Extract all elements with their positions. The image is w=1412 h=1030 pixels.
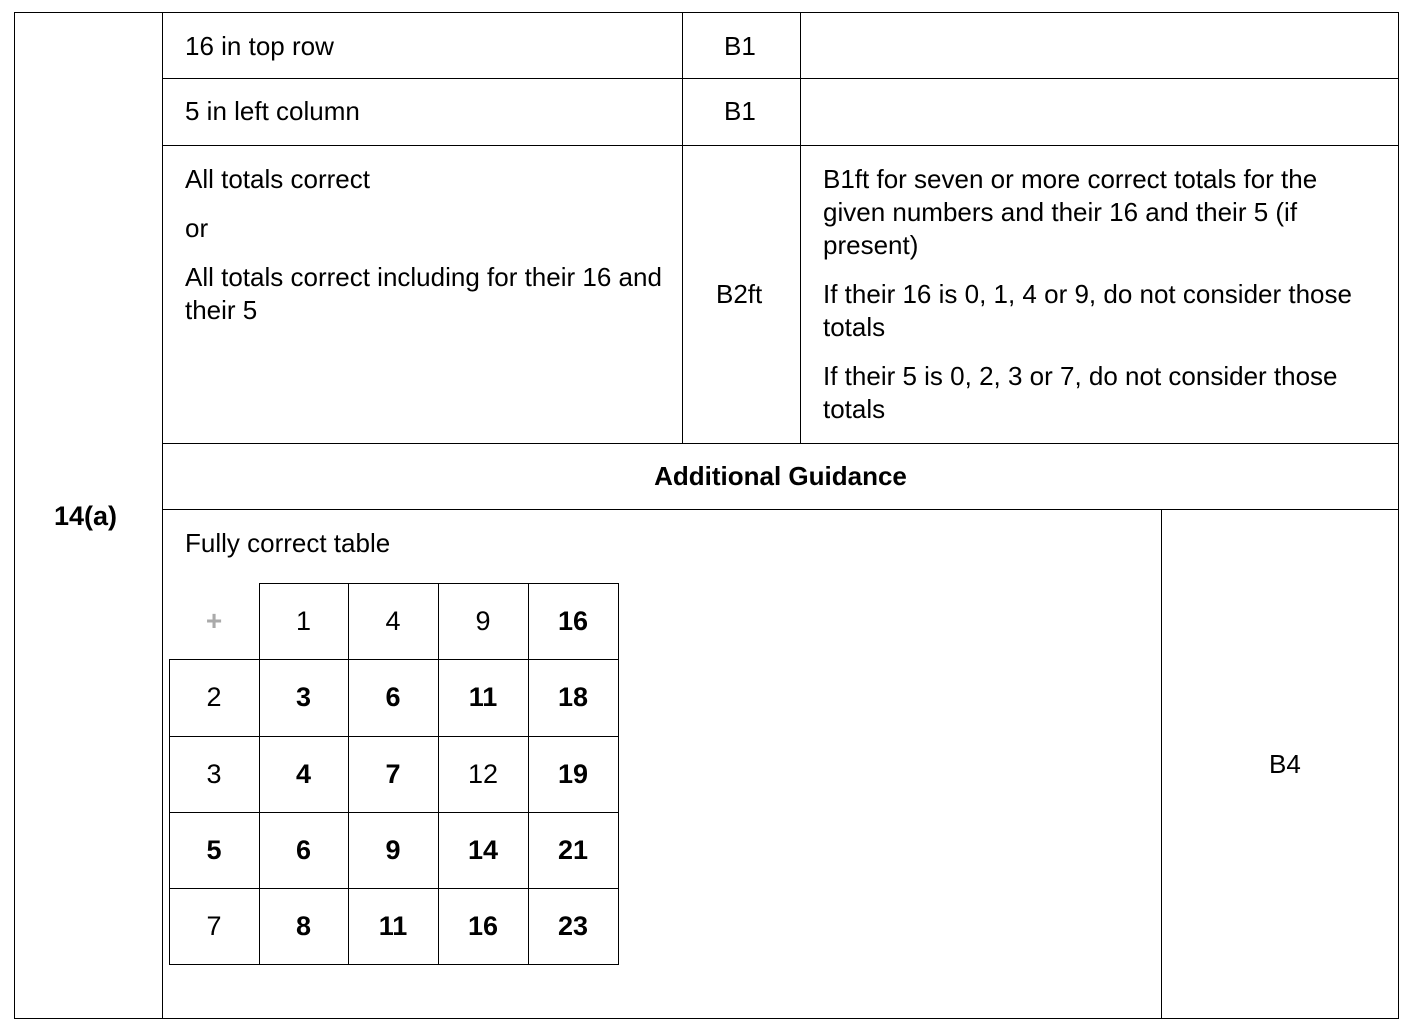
outer-top-border (14, 12, 1399, 13)
comment-their-5: If their 5 is 0, 2, 3 or 7, do not consider those totals (823, 361, 1338, 424)
header-cell-9: 9 (475, 605, 491, 636)
row-head-cell-2: 2 (206, 682, 222, 712)
grid-line-v-5 (618, 583, 619, 965)
total-cell: 12 (467, 758, 499, 789)
row-divider-3 (162, 443, 1399, 444)
total-cell: 11 (378, 910, 408, 941)
row-divider-4 (162, 509, 1399, 510)
row-divider-1 (162, 78, 1399, 79)
question-column-divider (162, 12, 163, 1019)
total-cell: 7 (385, 758, 401, 789)
guidance-mark: B4 (1269, 749, 1301, 779)
total-cell: 16 (467, 910, 499, 941)
row-head-cell-3: 3 (206, 758, 222, 789)
answer-line-including: All totals correct including for their 16 and their 5 (185, 262, 662, 325)
total-cell: 19 (557, 758, 589, 789)
total-cell: 11 (468, 682, 498, 712)
answer-mark-divider (682, 12, 683, 444)
header-cell-1: 1 (295, 605, 312, 636)
mark-row-3: B2ft (716, 279, 763, 309)
total-cell: 18 (557, 682, 589, 712)
addition-table (169, 583, 619, 965)
answer-row-3 (185, 163, 665, 327)
mark-row-2: B1 (724, 96, 756, 126)
header-cell-16: 16 (557, 605, 589, 636)
row-divider-2 (162, 145, 1399, 146)
question-label: 14(a) (54, 501, 118, 531)
total-cell: 3 (295, 682, 312, 712)
answer-row-2: 5 in left column (185, 96, 360, 126)
answer-line-all-totals: All totals correct (185, 164, 370, 194)
plus-sign-corner: + (205, 605, 223, 636)
guidance-mark-divider (1161, 509, 1162, 1019)
total-cell: 6 (295, 834, 312, 865)
total-cell: 23 (557, 910, 589, 941)
outer-right-border (1398, 12, 1399, 1019)
mark-comment-divider (800, 12, 801, 444)
row-head-cell-5: 5 (206, 834, 222, 865)
comments-row-3 (823, 163, 1383, 426)
comment-b1ft: B1ft for seven or more correct totals for the given numbers and their 16 and their 5 (if present) (823, 164, 1318, 260)
total-cell: 21 (557, 834, 589, 865)
total-cell: 9 (385, 834, 401, 865)
row-head-cell-7: 7 (206, 910, 222, 941)
total-cell: 14 (467, 834, 499, 865)
outer-bottom-border (14, 1018, 1399, 1019)
comment-their-16: If their 16 is 0, 1, 4 or 9, do not consider those totals (823, 279, 1352, 342)
guidance-text: Fully correct table (185, 528, 391, 558)
answer-row-1: 16 in top row (185, 31, 334, 61)
answer-line-or: or (185, 213, 209, 243)
mark-row-1: B1 (724, 31, 756, 61)
header-cell-4: 4 (385, 605, 401, 636)
total-cell: 8 (295, 910, 312, 941)
additional-guidance-heading: Additional Guidance (654, 461, 907, 491)
outer-left-border (14, 12, 15, 1019)
total-cell: 4 (295, 758, 312, 789)
grid-line-h-5 (169, 964, 619, 965)
total-cell: 6 (385, 682, 401, 712)
